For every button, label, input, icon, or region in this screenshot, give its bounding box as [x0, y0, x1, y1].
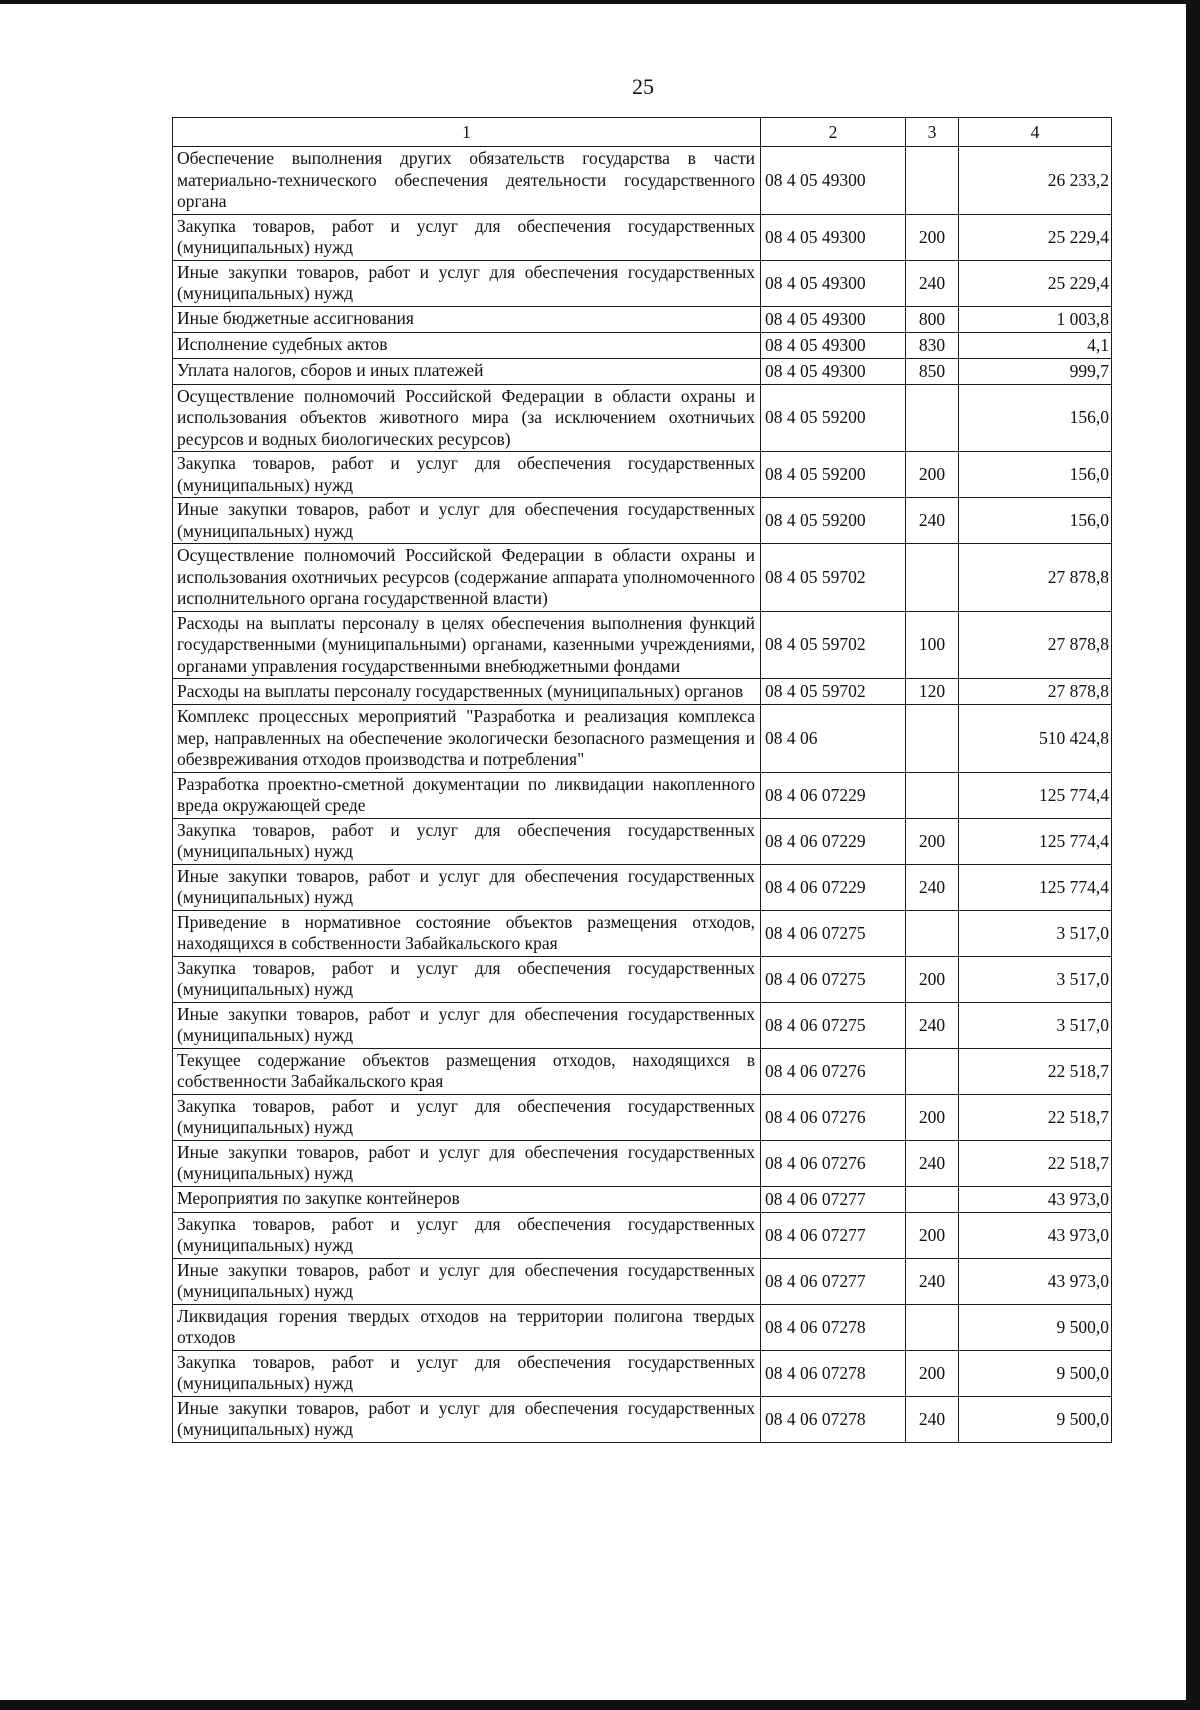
- row-type-cell: 240: [906, 1140, 959, 1186]
- table-row: [173, 1258, 1112, 1304]
- row-name-cell: Текущее содержание объектов размещения отходов, находящихся в собственности Забайкальского края: [173, 1048, 761, 1094]
- table-row: [173, 1212, 1112, 1258]
- row-type-cell: 200: [906, 452, 959, 498]
- scan-top-border: [0, 0, 1200, 4]
- row-name-cell: Иные бюджетные ассигнования: [173, 306, 761, 332]
- row-amount-cell: 9 500,0: [959, 1304, 1112, 1350]
- row-name-cell: Закупка товаров, работ и услуг для обеспечения государственных (муниципальных) нужд: [173, 452, 761, 498]
- row-type-cell: 240: [906, 864, 959, 910]
- row-amount-cell: 125 774,4: [959, 818, 1112, 864]
- row-code-cell: 08 4 06: [761, 705, 906, 773]
- table-row: [173, 1396, 1112, 1442]
- budget-table: [172, 117, 1112, 1443]
- row-amount-cell: 43 973,0: [959, 1186, 1112, 1212]
- row-code-cell: 08 4 06 07276: [761, 1048, 906, 1094]
- scan-right-border: [1186, 0, 1200, 1710]
- row-code-cell: 08 4 05 59200: [761, 452, 906, 498]
- row-amount-cell: 3 517,0: [959, 1002, 1112, 1048]
- table-row: [173, 332, 1112, 358]
- row-amount-cell: 3 517,0: [959, 910, 1112, 956]
- row-type-cell: 200: [906, 1094, 959, 1140]
- row-amount-cell: 4,1: [959, 332, 1112, 358]
- row-amount-cell: 1 003,8: [959, 306, 1112, 332]
- row-type-cell: 240: [906, 1396, 959, 1442]
- row-type-cell: [906, 1048, 959, 1094]
- table-row: [173, 818, 1112, 864]
- row-name-cell: Осуществление полномочий Российской Федерации в области охраны и использования объектов животного мира (за исключением охотничьих ресурсов и водных биологических ресурсов): [173, 384, 761, 452]
- row-code-cell: 08 4 05 49300: [761, 332, 906, 358]
- row-amount-cell: 510 424,8: [959, 705, 1112, 773]
- table-row: [173, 705, 1112, 773]
- row-type-cell: 830: [906, 332, 959, 358]
- row-type-cell: 200: [906, 956, 959, 1002]
- row-code-cell: 08 4 06 07276: [761, 1140, 906, 1186]
- row-amount-cell: 43 973,0: [959, 1212, 1112, 1258]
- table-row: [173, 864, 1112, 910]
- row-amount-cell: 27 878,8: [959, 611, 1112, 679]
- row-amount-cell: 156,0: [959, 384, 1112, 452]
- table-row: [173, 1186, 1112, 1212]
- row-name-cell: Закупка товаров, работ и услуг для обеспечения государственных (муниципальных) нужд: [173, 956, 761, 1002]
- row-name-cell: Иные закупки товаров, работ и услуг для обеспечения государственных (муниципальных) нужд: [173, 1140, 761, 1186]
- row-name-cell: Иные закупки товаров, работ и услуг для обеспечения государственных (муниципальных) нужд: [173, 498, 761, 544]
- row-code-cell: 08 4 05 49300: [761, 214, 906, 260]
- row-name-cell: Обеспечение выполнения других обязательств государства в части материально-технического обеспечения деятельности государственного органа: [173, 147, 761, 215]
- row-amount-cell: 3 517,0: [959, 956, 1112, 1002]
- row-amount-cell: 999,7: [959, 358, 1112, 384]
- row-name-cell: Иные закупки товаров, работ и услуг для обеспечения государственных (муниципальных) нужд: [173, 260, 761, 306]
- table-row: [173, 956, 1112, 1002]
- row-type-cell: 200: [906, 214, 959, 260]
- row-name-cell: Закупка товаров, работ и услуг для обеспечения государственных (муниципальных) нужд: [173, 1350, 761, 1396]
- row-code-cell: 08 4 06 07276: [761, 1094, 906, 1140]
- column-header-code: 2: [761, 118, 906, 147]
- row-code-cell: 08 4 06 07278: [761, 1396, 906, 1442]
- row-name-cell: Закупка товаров, работ и услуг для обеспечения государственных (муниципальных) нужд: [173, 1212, 761, 1258]
- row-type-cell: [906, 772, 959, 818]
- table-row: [173, 910, 1112, 956]
- table-row: [173, 214, 1112, 260]
- table-row: [173, 1304, 1112, 1350]
- row-type-cell: 120: [906, 679, 959, 705]
- row-code-cell: 08 4 06 07278: [761, 1304, 906, 1350]
- table-row: [173, 358, 1112, 384]
- table-row: [173, 1094, 1112, 1140]
- row-amount-cell: 25 229,4: [959, 214, 1112, 260]
- column-header-amount: 4: [959, 118, 1112, 147]
- row-amount-cell: 22 518,7: [959, 1094, 1112, 1140]
- row-type-cell: 240: [906, 1002, 959, 1048]
- table-row: [173, 384, 1112, 452]
- scan-bottom-border: [0, 1700, 1200, 1710]
- row-type-cell: 200: [906, 1350, 959, 1396]
- row-type-cell: [906, 1186, 959, 1212]
- row-amount-cell: 9 500,0: [959, 1396, 1112, 1442]
- row-amount-cell: 156,0: [959, 498, 1112, 544]
- header-row: [173, 118, 1112, 147]
- row-type-cell: 240: [906, 1258, 959, 1304]
- row-code-cell: 08 4 06 07275: [761, 956, 906, 1002]
- row-code-cell: 08 4 06 07277: [761, 1212, 906, 1258]
- table-row: [173, 1140, 1112, 1186]
- row-type-cell: 200: [906, 818, 959, 864]
- row-type-cell: [906, 384, 959, 452]
- table-row: [173, 611, 1112, 679]
- row-code-cell: 08 4 05 49300: [761, 147, 906, 215]
- row-name-cell: Разработка проектно-сметной документации по ликвидации накопленного вреда окружающей среде: [173, 772, 761, 818]
- row-amount-cell: 125 774,4: [959, 864, 1112, 910]
- row-code-cell: 08 4 05 49300: [761, 260, 906, 306]
- table-row: [173, 1002, 1112, 1048]
- row-name-cell: Ликвидация горения твердых отходов на территории полигона твердых отходов: [173, 1304, 761, 1350]
- row-name-cell: Иные закупки товаров, работ и услуг для обеспечения государственных (муниципальных) нужд: [173, 1258, 761, 1304]
- row-amount-cell: 125 774,4: [959, 772, 1112, 818]
- row-code-cell: 08 4 06 07229: [761, 864, 906, 910]
- row-amount-cell: 25 229,4: [959, 260, 1112, 306]
- row-type-cell: 240: [906, 260, 959, 306]
- row-type-cell: [906, 147, 959, 215]
- row-amount-cell: 22 518,7: [959, 1048, 1112, 1094]
- row-name-cell: Приведение в нормативное состояние объектов размещения отходов, находящихся в собственности Забайкальского края: [173, 910, 761, 956]
- row-name-cell: Закупка товаров, работ и услуг для обеспечения государственных (муниципальных) нужд: [173, 1094, 761, 1140]
- row-code-cell: 08 4 05 59200: [761, 384, 906, 452]
- page-number: 25: [632, 74, 654, 99]
- row-type-cell: [906, 910, 959, 956]
- row-code-cell: 08 4 06 07275: [761, 910, 906, 956]
- row-name-cell: Закупка товаров, работ и услуг для обеспечения государственных (муниципальных) нужд: [173, 214, 761, 260]
- row-code-cell: 08 4 06 07229: [761, 772, 906, 818]
- row-name-cell: Комплекс процессных мероприятий "Разработка и реализация комплекса мер, направленных на обеспечение экологически безопасного размещения и обезвреживания отходов производства и потребления": [173, 705, 761, 773]
- table-row: [173, 772, 1112, 818]
- column-header-type: 3: [906, 118, 959, 147]
- row-code-cell: 08 4 05 59702: [761, 611, 906, 679]
- table-row: [173, 306, 1112, 332]
- row-name-cell: Исполнение судебных актов: [173, 332, 761, 358]
- row-type-cell: 100: [906, 611, 959, 679]
- row-amount-cell: 9 500,0: [959, 1350, 1112, 1396]
- row-name-cell: Закупка товаров, работ и услуг для обеспечения государственных (муниципальных) нужд: [173, 818, 761, 864]
- row-amount-cell: 22 518,7: [959, 1140, 1112, 1186]
- row-type-cell: [906, 544, 959, 612]
- table-row: [173, 452, 1112, 498]
- row-type-cell: 200: [906, 1212, 959, 1258]
- table-body: [173, 147, 1112, 1443]
- row-code-cell: 08 4 05 49300: [761, 306, 906, 332]
- row-amount-cell: 27 878,8: [959, 544, 1112, 612]
- row-amount-cell: 26 233,2: [959, 147, 1112, 215]
- row-code-cell: 08 4 05 49300: [761, 358, 906, 384]
- column-header-name: 1: [173, 118, 761, 147]
- row-code-cell: 08 4 06 07277: [761, 1258, 906, 1304]
- table-row: [173, 1048, 1112, 1094]
- row-code-cell: 08 4 06 07275: [761, 1002, 906, 1048]
- row-name-cell: Осуществление полномочий Российской Федерации в области охраны и использования охотничьих ресурсов (содержание аппарата уполномоченного исполнительного органа государственной власти): [173, 544, 761, 612]
- row-code-cell: 08 4 05 59702: [761, 544, 906, 612]
- table-header: [173, 118, 1112, 147]
- row-name-cell: Расходы на выплаты персоналу в целях обеспечения выполнения функций государственными (муниципальными) органами, казенными учреждениями, органами управления государственными внебюджетными фондами: [173, 611, 761, 679]
- row-code-cell: 08 4 05 59702: [761, 679, 906, 705]
- row-type-cell: 800: [906, 306, 959, 332]
- row-type-cell: [906, 1304, 959, 1350]
- row-type-cell: 240: [906, 498, 959, 544]
- row-amount-cell: 43 973,0: [959, 1258, 1112, 1304]
- row-name-cell: Иные закупки товаров, работ и услуг для обеспечения государственных (муниципальных) нужд: [173, 1396, 761, 1442]
- row-type-cell: [906, 705, 959, 773]
- row-code-cell: 08 4 06 07278: [761, 1350, 906, 1396]
- table-row: [173, 679, 1112, 705]
- row-name-cell: Мероприятия по закупке контейнеров: [173, 1186, 761, 1212]
- table-row: [173, 260, 1112, 306]
- table-row: [173, 544, 1112, 612]
- row-code-cell: 08 4 06 07229: [761, 818, 906, 864]
- table-row: [173, 147, 1112, 215]
- row-type-cell: 850: [906, 358, 959, 384]
- table-row: [173, 498, 1112, 544]
- table-row: [173, 1350, 1112, 1396]
- row-code-cell: 08 4 06 07277: [761, 1186, 906, 1212]
- row-amount-cell: 156,0: [959, 452, 1112, 498]
- row-name-cell: Иные закупки товаров, работ и услуг для обеспечения государственных (муниципальных) нужд: [173, 1002, 761, 1048]
- row-code-cell: 08 4 05 59200: [761, 498, 906, 544]
- row-amount-cell: 27 878,8: [959, 679, 1112, 705]
- row-name-cell: Расходы на выплаты персоналу государственных (муниципальных) органов: [173, 679, 761, 705]
- row-name-cell: Уплата налогов, сборов и иных платежей: [173, 358, 761, 384]
- row-name-cell: Иные закупки товаров, работ и услуг для обеспечения государственных (муниципальных) нужд: [173, 864, 761, 910]
